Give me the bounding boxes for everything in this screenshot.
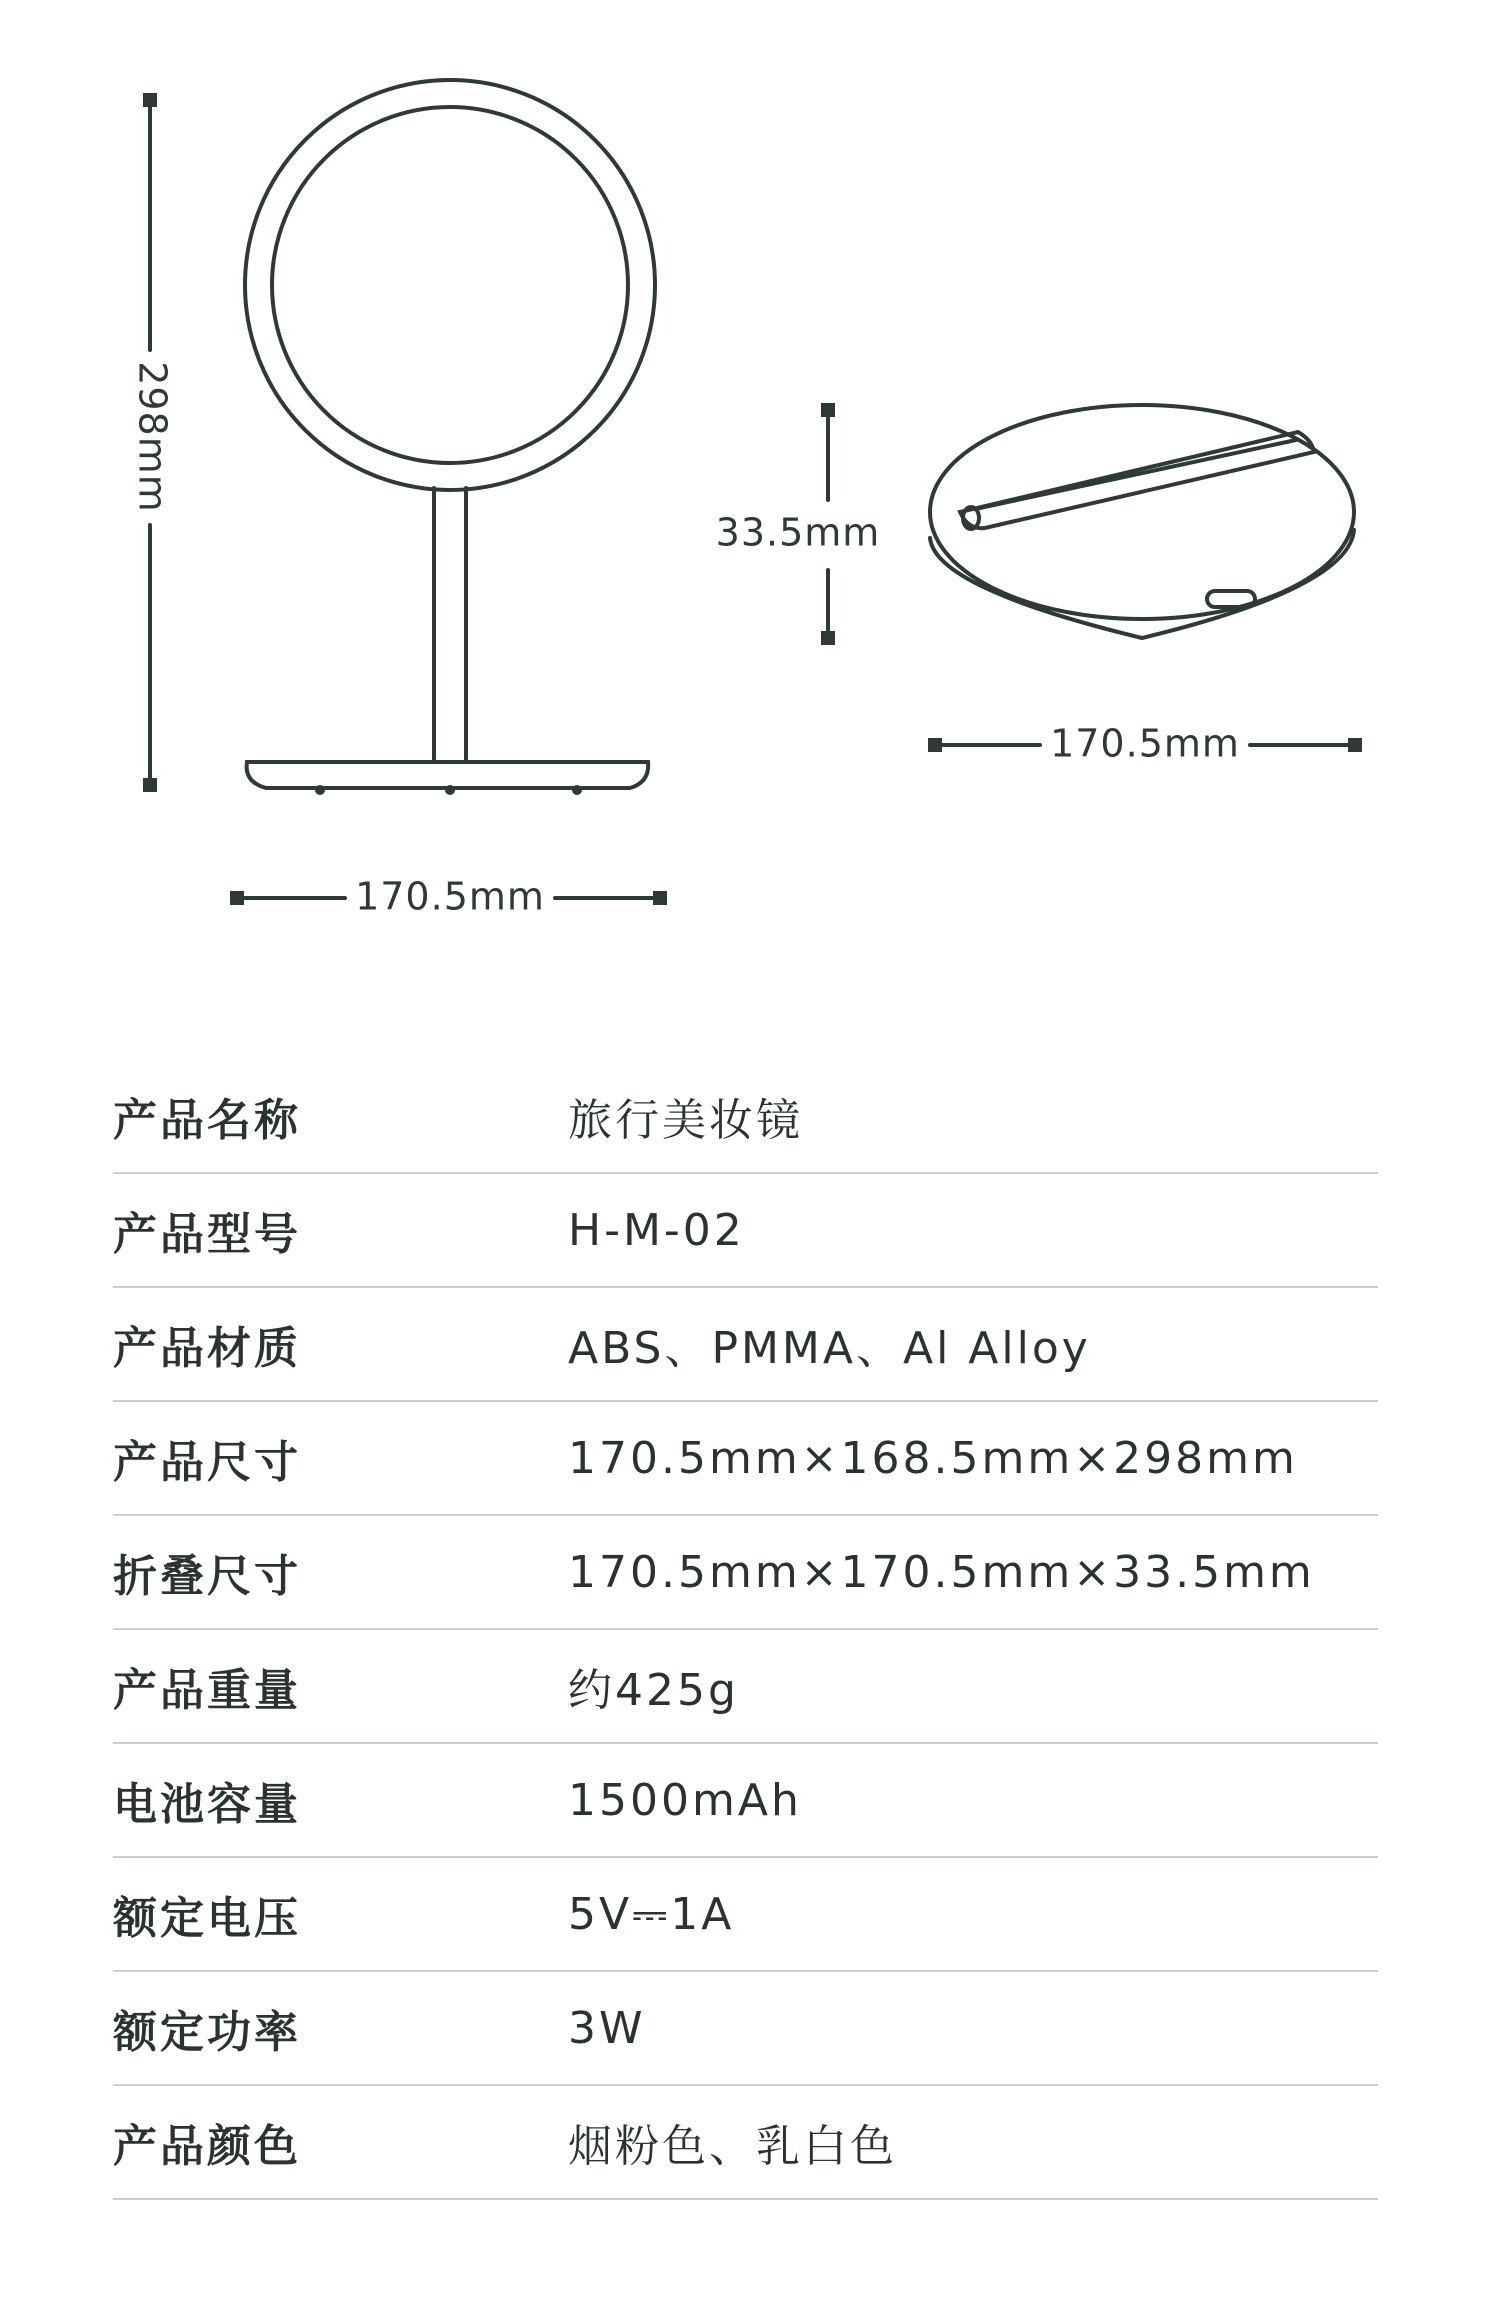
spec-label: 产品尺寸 — [113, 1401, 568, 1515]
spec-label: 折叠尺寸 — [113, 1515, 568, 1629]
product-dimension-diagram — [0, 0, 1500, 1000]
spec-table — [113, 1060, 1378, 2200]
spec-value: 1500mAh — [568, 1743, 1378, 1857]
spec-row-battery — [113, 1743, 1378, 1857]
spec-value: 3W — [568, 1971, 1378, 2085]
spec-value: 170.5mm×170.5mm×33.5mm — [568, 1515, 1378, 1629]
spec-value: 烟粉色、乳白色 — [568, 2085, 1378, 2199]
spec-row-folded-size — [113, 1515, 1378, 1629]
spec-label: 产品名称 — [113, 1060, 568, 1173]
spec-row-color — [113, 2085, 1378, 2199]
standing-mirror-drawing — [245, 80, 655, 793]
spec-value: 5V⎓1A — [568, 1857, 1378, 1971]
folded-height-label: 33.5mm — [715, 510, 881, 555]
spec-label: 产品颜色 — [113, 2085, 568, 2199]
spec-row-voltage — [113, 1857, 1378, 1971]
spec-row-power — [113, 1971, 1378, 2085]
spec-row-size — [113, 1401, 1378, 1515]
spec-row-material — [113, 1287, 1378, 1401]
spec-row-weight — [113, 1629, 1378, 1743]
spec-value: 170.5mm×168.5mm×298mm — [568, 1401, 1378, 1515]
spec-value: ABS、PMMA、Al Alloy — [568, 1287, 1378, 1401]
standing-width-label: 170.5mm — [355, 874, 545, 919]
spec-row-model — [113, 1173, 1378, 1287]
spec-value: 旅行美妆镜 — [568, 1060, 1378, 1173]
spec-value: H-M-02 — [568, 1173, 1378, 1287]
spec-value: 约425g — [568, 1629, 1378, 1743]
spec-label: 产品型号 — [113, 1173, 568, 1287]
spec-row-product-name — [113, 1060, 1378, 1173]
spec-label: 额定功率 — [113, 1971, 568, 2085]
standing-height-label: 298mm — [130, 361, 175, 513]
spec-label: 产品重量 — [113, 1629, 568, 1743]
folded-mirror-drawing — [930, 405, 1354, 638]
spec-label: 额定电压 — [113, 1857, 568, 1971]
spec-label: 产品材质 — [113, 1287, 568, 1401]
spec-label: 电池容量 — [113, 1743, 568, 1857]
folded-width-label: 170.5mm — [1050, 721, 1240, 766]
